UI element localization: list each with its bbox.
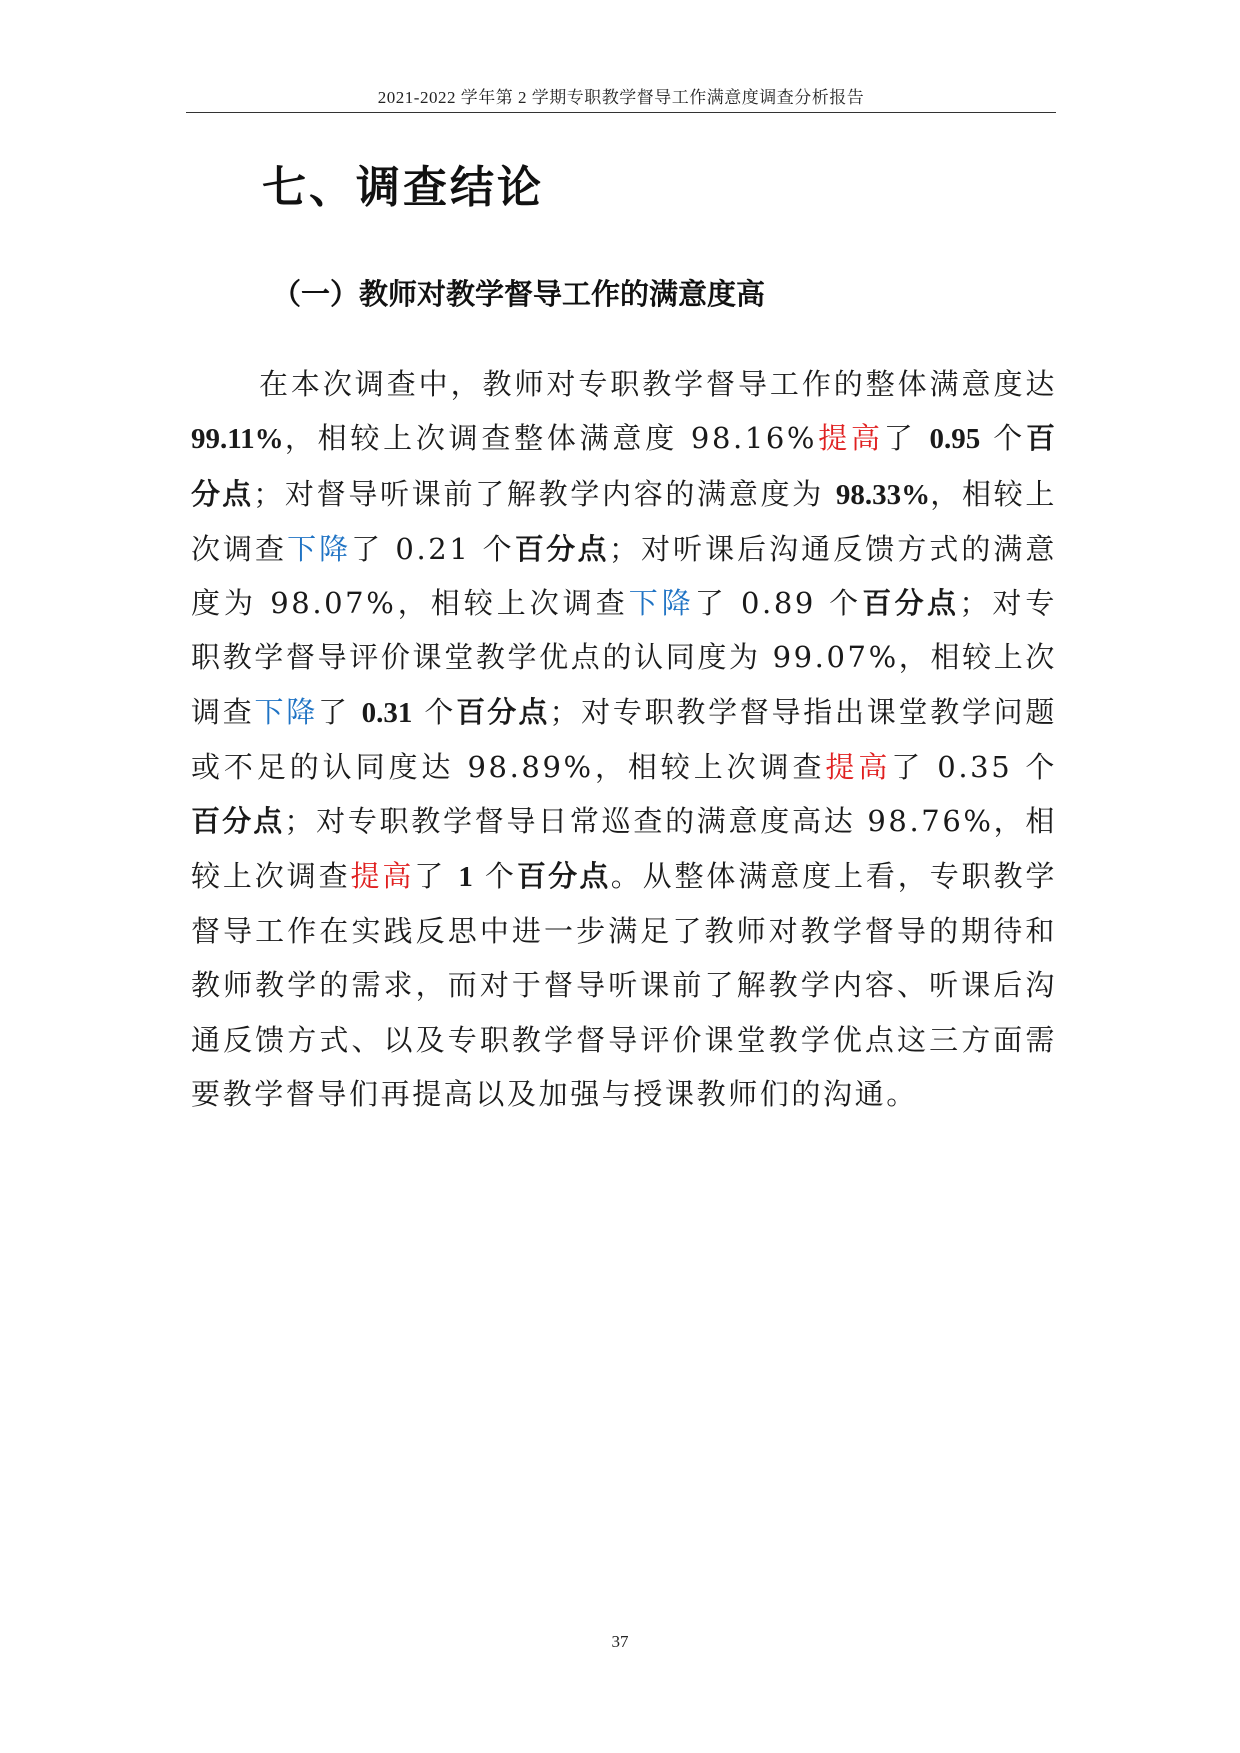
- text-run: 了 0.89 个: [694, 586, 863, 621]
- chapter-title: 七、调查结论: [262, 162, 544, 213]
- bold-percent-point: 百分点: [456, 694, 550, 729]
- conclusion-paragraph: [191, 357, 1057, 1121]
- decrease-keyword: 下降: [287, 531, 352, 566]
- highlight-value: 0.95: [929, 423, 981, 456]
- text-run: 了: [317, 694, 362, 729]
- text-run: ，相较上次调查: [191, 476, 1057, 566]
- text-run: 了: [883, 421, 930, 456]
- increase-keyword: 提高: [350, 858, 415, 893]
- text-run: ；对听课后沟通反馈方式的满意度为 98.07%，相较上次调查: [191, 531, 1057, 621]
- running-header: 2021-2022 学年第 2 学期专职教学督导工作满意度调查分析报告: [377, 88, 865, 107]
- text-run: 了: [414, 858, 459, 893]
- text-run: 个: [472, 858, 517, 893]
- bold-percent-point: 百分点: [191, 804, 285, 839]
- text-run: ；对督导听课前了解教学内容的满意度为: [253, 476, 836, 511]
- increase-keyword: 提高: [817, 421, 884, 456]
- header-divider: [186, 112, 1056, 113]
- text-run: 在本次调查中，教师对专职教学督导工作的整体满意度达: [259, 367, 1057, 401]
- highlight-value: 99.11%: [191, 423, 284, 456]
- bold-percent-point: 百分点: [514, 531, 609, 566]
- text-run: ，相较上次调查整体满意度 98.16%: [283, 421, 818, 456]
- text-run: 个: [980, 421, 1027, 456]
- text-run: 个: [412, 694, 457, 729]
- bold-percent-point: 百分点: [516, 858, 611, 893]
- bold-percent-point: 百分点: [862, 586, 960, 621]
- text-run: ；对专职教学督导指出课堂教学问题或不足的认同度达 98.89%，相较上次调查: [191, 694, 1058, 785]
- text-run: 了 0.21 个: [351, 531, 515, 566]
- decrease-keyword: 下降: [254, 694, 318, 729]
- highlight-value: 98.33%: [835, 478, 931, 511]
- text-run: ；对专职教学督导评价课堂教学优点的认同度为 99.07%，相较上次调查: [191, 586, 1057, 729]
- text-run: ；对专职教学督导日常巡查的满意度高达 98.76%，相较上次调查: [191, 804, 1057, 893]
- bold-percent-point: 百分点: [191, 421, 1058, 511]
- text-run: 。从整体满意度上看，专职教学督导工作在实践反思中进一步满足了教师对教学督导的期待和教师教学的需求，而对于督导听课前了解教学内容、听课后沟通反馈方式、以及专职教学督导评价课堂教学优点这三方面需要教学督导们再提高以及加强与授课教师们的沟通。: [191, 858, 1057, 1111]
- decrease-keyword: 下降: [628, 586, 695, 621]
- page-number: 37: [611, 1632, 629, 1651]
- text-run: 了 0.35 个: [891, 750, 1058, 785]
- highlight-value: 1: [458, 860, 473, 893]
- highlight-value: 0.31: [361, 696, 413, 729]
- section-title: （一）教师对教学督导工作的满意度高: [272, 277, 766, 311]
- increase-keyword: 提高: [825, 750, 892, 785]
